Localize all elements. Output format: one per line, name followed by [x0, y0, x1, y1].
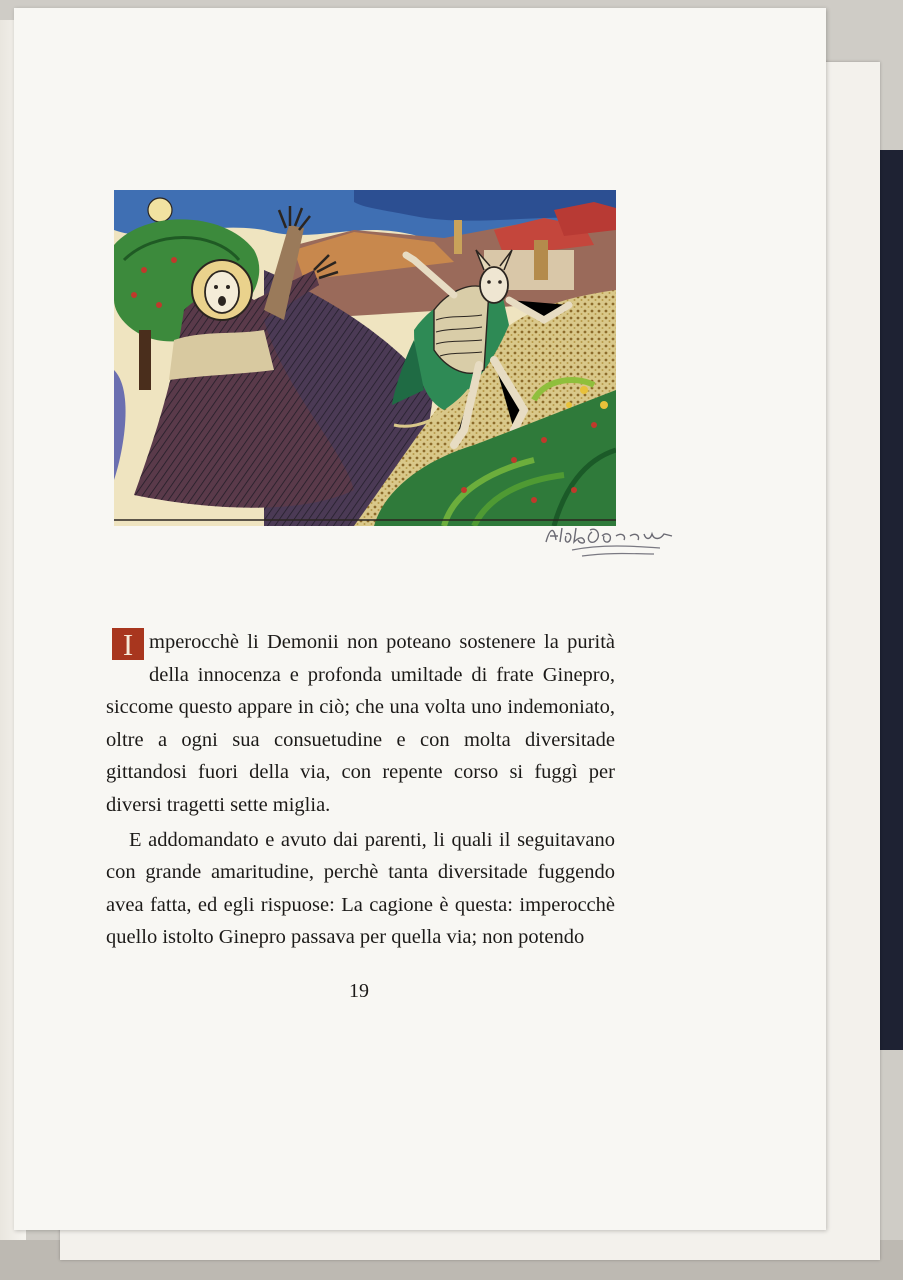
page-number: 19: [349, 980, 369, 1002]
drop-cap: I: [112, 628, 144, 660]
paragraph-1-text: mperocchè li Demonii non poteano sostenere la purità della innocenza e profonda umiltade di frate Ginepro, siccome questo appare in ciò; che una volta uno indemoniato, oltre a ogni sua consuetudine e con molta diversitade gittandosi fuori della via, con repente corso si fuggì per diversi tragetti sette miglia.: [106, 631, 615, 816]
body-text: [106, 626, 615, 954]
illustration: [114, 190, 616, 526]
artist-signature: [542, 520, 677, 566]
paragraph-2: [106, 824, 615, 954]
book-page: [14, 8, 826, 1230]
paragraph-2-text: E addomandato e avuto dai parenti, li quali il seguitavano con grande amaritudine, perchè tanta diversitade fuggendo avea fatta, ed egli rispuose: La cagione è questa: imperocchè quello istolto Ginepro passava per quella via; non potendo: [106, 828, 615, 949]
paragraph-1: [106, 626, 615, 822]
